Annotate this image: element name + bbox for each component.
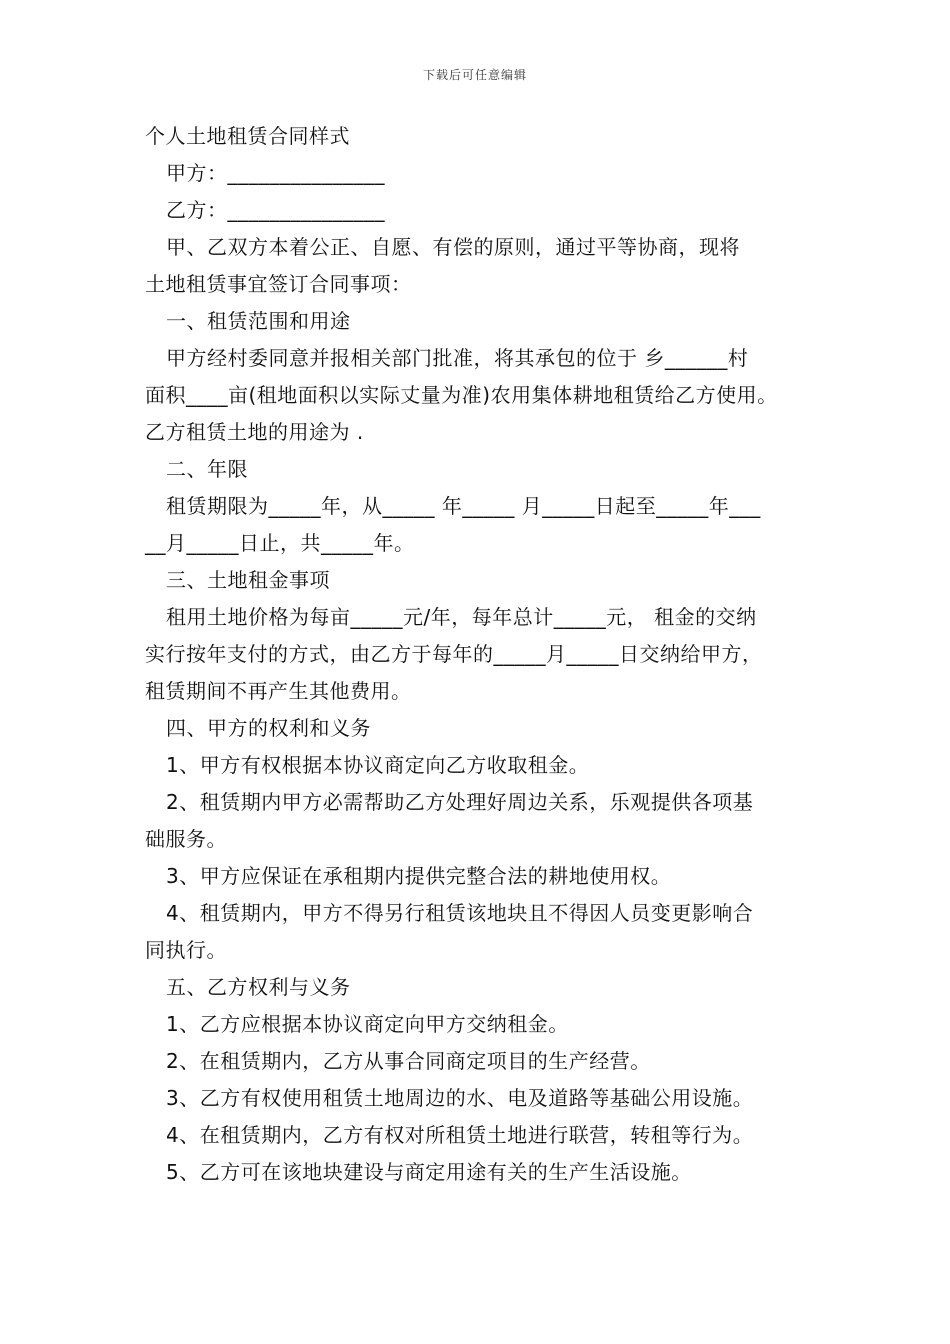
- list-item: 2、租赁期内甲方必需帮助乙方处理好周边关系，乐观提供各项基: [166, 790, 754, 814]
- paragraph-line: 甲方经村委同意并报相关部门批准，将其承包的位于 乡______村: [166, 346, 749, 370]
- paragraph-line: 租用土地价格为每亩_____元/年，每年总计_____元， 租金的交纳: [166, 605, 757, 629]
- list-item: 3、甲方应保证在承租期内提供完整合法的耕地使用权。: [166, 864, 672, 888]
- paragraph-line: 土地租赁事宜签订合同事项：: [145, 272, 412, 296]
- list-item: 1、乙方应根据本协议商定向甲方交纳租金。: [166, 1012, 569, 1036]
- header-note: 下载后可任意编辑: [422, 68, 527, 82]
- paragraph-line: 租赁期限为_____年，从_____ 年_____ 月_____日起至_____年___: [166, 494, 761, 518]
- list-item: 4、在租赁期内，乙方有权对所租赁土地进行联营，转租等行为。: [166, 1123, 754, 1147]
- list-item: 3、乙方有权使用租赁土地周边的水、电及道路等基础公用设施。: [166, 1086, 754, 1110]
- document-title: 个人土地租赁合同样式: [145, 124, 350, 148]
- paragraph-line: 甲、乙双方本着公正、自愿、有偿的原则，通过平等协商，现将: [166, 235, 740, 259]
- party-b-line: 乙方：_______________: [166, 198, 385, 222]
- section-heading: 五、乙方权利与义务: [166, 975, 351, 999]
- section-heading: 四、甲方的权利和义务: [166, 716, 371, 740]
- list-item-continuation: 同执行。: [145, 938, 227, 962]
- paragraph-line: __月_____日止，共_____年。: [145, 531, 415, 555]
- section-heading: 二、年限: [166, 457, 248, 481]
- list-item-continuation: 础服务。: [145, 827, 227, 851]
- paragraph-line: 实行按年支付的方式，由乙方于每年的_____月_____日交纳给甲方，: [145, 642, 763, 666]
- party-a-line: 甲方：_______________: [166, 161, 385, 185]
- list-item: 5、乙方可在该地块建设与商定用途有关的生产生活设施。: [166, 1160, 692, 1184]
- paragraph-line: 乙方租赁土地的用途为 .: [145, 420, 364, 444]
- list-item: 1、甲方有权根据本协议商定向乙方收取租金。: [166, 753, 590, 777]
- list-item: 2、在租赁期内，乙方从事合同商定项目的生产经营。: [166, 1049, 651, 1073]
- paragraph-line: 面积____亩(租地面积以实际丈量为准)农用集体耕地租赁给乙方使用。: [145, 383, 778, 407]
- section-heading: 一、租赁范围和用途: [166, 309, 351, 333]
- paragraph-line: 租赁期间不再产生其他费用。: [145, 679, 412, 703]
- list-item: 4、租赁期内，甲方不得另行租赁该地块且不得因人员变更影响合: [166, 901, 754, 925]
- document-body: [145, 118, 825, 1191]
- section-heading: 三、土地租金事项: [166, 568, 330, 592]
